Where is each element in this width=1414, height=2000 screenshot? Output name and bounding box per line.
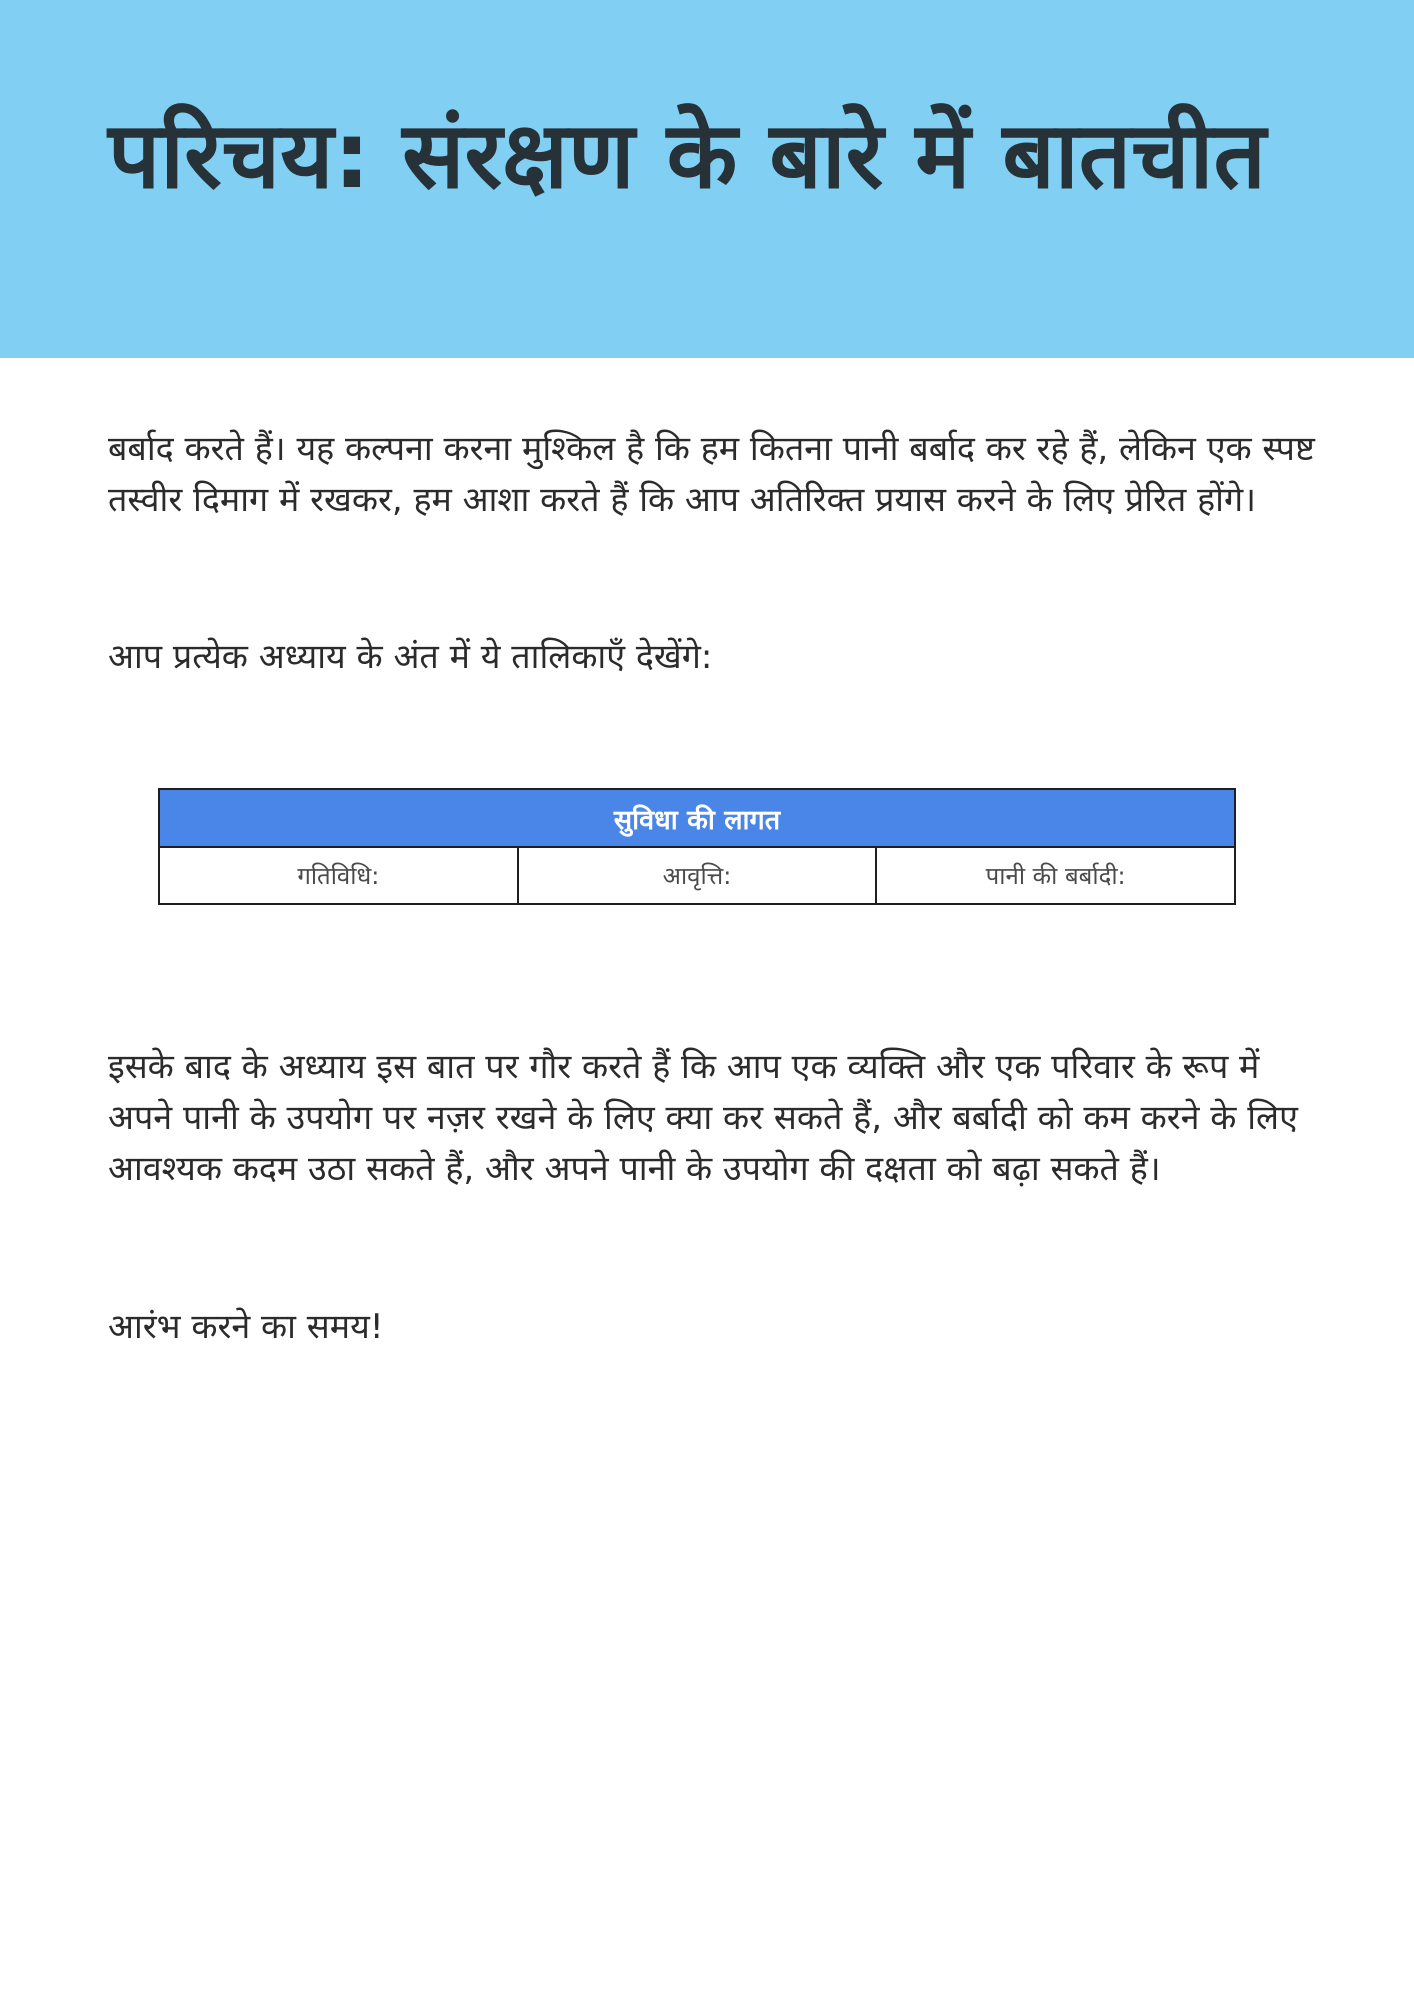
page-title: परिचय: संरक्षण के बारे में बातचीत [108, 102, 1266, 209]
column-water-waste: पानी की बर्बादी: [876, 847, 1235, 904]
column-frequency: आवृत्ति: [518, 847, 877, 904]
closing-paragraph: आरंभ करने का समय! [108, 1307, 384, 1347]
table-intro-paragraph: आप प्रत्येक अध्याय के अंत में ये तालिकाएँ देखेंगे: [108, 637, 713, 677]
table-title: सुविधा की लागत [159, 789, 1235, 847]
table-header-row [159, 847, 1235, 904]
column-activity: गतिविधि: [159, 847, 518, 904]
table-title-row [159, 789, 1235, 847]
cost-table [158, 788, 1236, 905]
chapters-paragraph: इसके बाद के अध्याय इस बात पर गौर करते हैं कि आप एक व्यक्ति और एक परिवार के रूप में अपने पानी के उपयोग पर नज़र रखने के लिए क्या कर सकते हैं, और बर्बादी को कम करने के लिए आवश्यक कदम उठा सकते हैं, और अपने पानी के उपयोग की दक्षता को बढ़ा सकते हैं। [108, 1047, 1298, 1189]
intro-paragraph: बर्बाद करते हैं। यह कल्पना करना मुश्किल है कि हम कितना पानी बर्बाद कर रहे हैं, लेकिन एक स्पष्ट तस्वीर दिमाग में रखकर, हम आशा करते हैं कि आप अतिरिक्त प्रयास करने के लिए प्रेरित होंगे। [108, 429, 1315, 520]
